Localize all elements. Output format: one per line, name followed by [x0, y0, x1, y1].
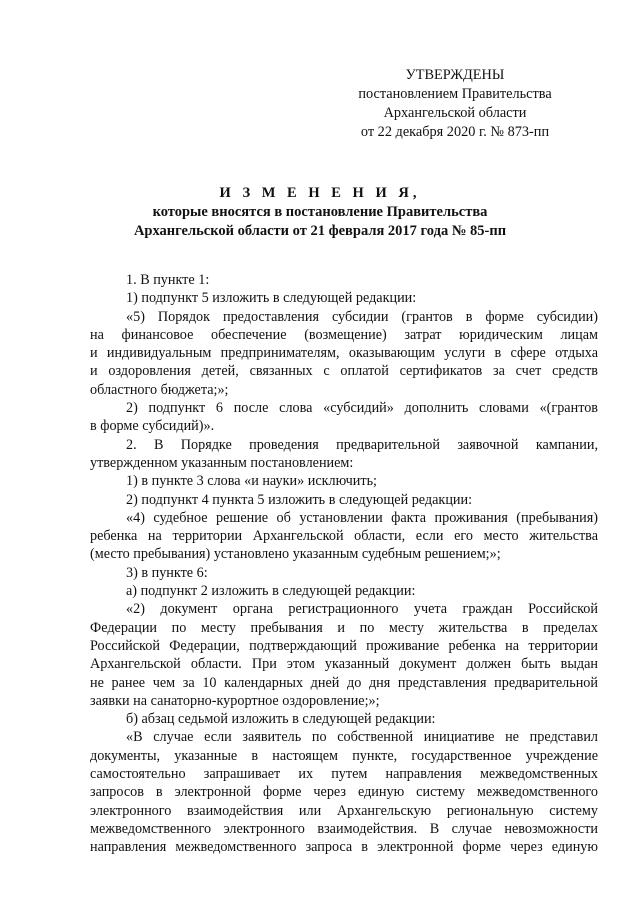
document-title	[60, 184, 580, 241]
text-line: электронного взаимодействия или Архангельскую региональную систему	[90, 802, 598, 819]
text-line: Федерации по месту пребывания и по месту жительства в пределах	[90, 619, 598, 636]
text-line: областного бюджета;»;	[90, 381, 229, 398]
title-subtitle: Архангельской области от 21 февраля 2017 года № 85-пп	[133, 223, 507, 239]
text-line: 1) в пункте 3 слова «и науки» исключить;	[126, 473, 377, 490]
approval-date: от 22 декабря 2020 г. № 873-пп	[360, 124, 550, 140]
text-line: межведомственного электронного взаимодействия. В случае невозможности	[90, 820, 598, 837]
approval-line: постановлением Правительства	[358, 86, 552, 102]
text-line: 2) подпункт 4 пункта 5 изложить в следующей редакции:	[126, 491, 473, 508]
text-line: Архангельской области. При этом указанный документ должен быть выдан	[90, 656, 598, 673]
text-line: направления межведомственного запроса в электронной форме через единую	[90, 839, 598, 856]
text-line: б) абзац седьмой изложить в следующей редакции:	[126, 711, 436, 728]
text-line: утвержденном указанным постановлением:	[90, 454, 354, 471]
document-body	[90, 271, 598, 857]
text-line: (место пребывания) установлено указанным судебным решением;»;	[90, 546, 501, 563]
title-subtitle: которые вносятся в постановление Правительства	[152, 204, 488, 220]
text-line: документы, указанные в настоящем пункте, государственное учреждение	[90, 747, 598, 764]
text-line: не ранее чем за 10 календарных дней до дня представления предварительной	[90, 674, 598, 691]
text-line: «5) Порядок предоставления субсидии (грантов в форме субсидии)	[126, 308, 598, 325]
text-line: и индивидуальным предпринимателям, оказывающим услуги в сфере отдыха	[90, 345, 598, 362]
text-line: в форме субсидий)».	[90, 418, 215, 435]
text-line: ребенка на территории Архангельской области, если его место жительства	[90, 528, 598, 545]
text-line: «2) документ органа регистрационного учета граждан Российской	[126, 601, 598, 618]
text-line: самостоятельно запрашивает их путем направления межведомственных	[90, 766, 598, 783]
text-line: «В случае если заявитель по собственной инициативе не представил	[126, 729, 598, 746]
approval-line: Архангельской области	[383, 105, 527, 121]
title-heading: И З М Е Н Е Н И Я,	[219, 185, 421, 201]
text-line: а) подпункт 2 изложить в следующей редакции:	[126, 583, 416, 600]
text-line: запросов в электронной форме через единую систему межведомственного	[90, 784, 598, 801]
text-line: 3) в пункте 6:	[126, 564, 208, 581]
text-line: 1. В пункте 1:	[126, 272, 210, 288]
text-line: 2) подпункт 6 после слова «субсидий» дополнить словами «(грантов	[126, 400, 598, 417]
text-line: 1) подпункт 5 изложить в следующей редакции:	[126, 290, 417, 307]
approval-stamp	[340, 66, 570, 142]
text-line: «4) судебное решение об установлении факта проживания (пребывания)	[126, 509, 598, 526]
text-line: 2. В Порядке проведения предварительной заявочной кампании,	[126, 436, 598, 453]
text-line: заявки на санаторно-курортное оздоровление;»;	[90, 692, 380, 709]
text-line: и оздоровления детей, связанных с оплатой сертификатов за счет средств	[90, 363, 598, 380]
approval-heading: УТВЕРЖДЕНЫ	[405, 67, 505, 83]
text-line: на финансовое обеспечение (возмещение) затрат юридическим лицам	[90, 326, 598, 343]
text-line: Российской Федерации, подтверждающий проживание ребенка на территории	[90, 637, 598, 654]
